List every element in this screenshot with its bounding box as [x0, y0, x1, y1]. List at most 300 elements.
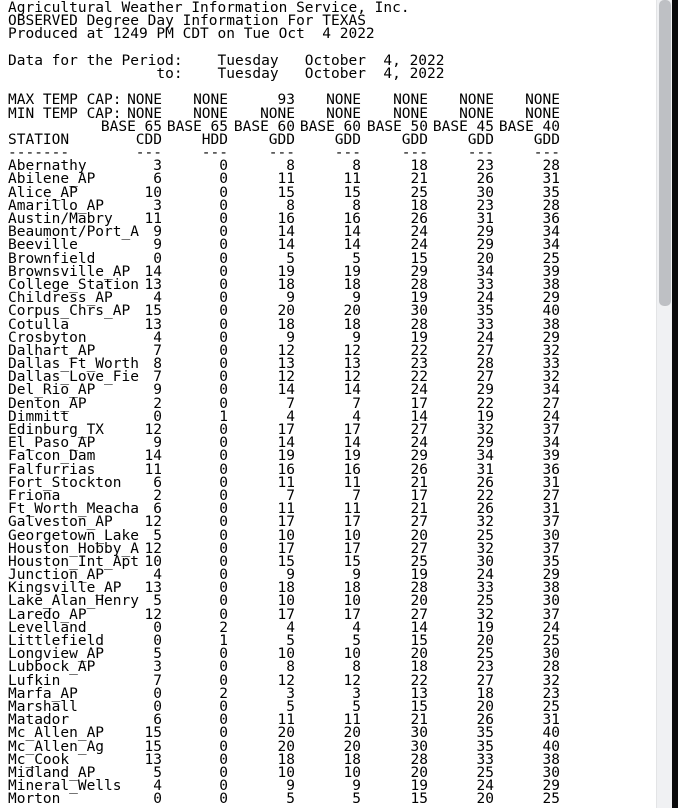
station-name: Marfa_AP — [8, 685, 78, 702]
degree-day-value: 30 — [542, 646, 560, 663]
degree-day-value: 18 — [343, 316, 361, 333]
degree-day-value: 23 — [476, 158, 494, 175]
degree-day-value: 14 — [144, 448, 162, 465]
separator: --- — [401, 145, 428, 162]
station-name: Galveston_AP — [8, 514, 113, 531]
degree-day-value: 15 — [410, 791, 428, 808]
degree-day-value: 20 — [476, 250, 494, 267]
cap-value: 93 — [277, 92, 295, 109]
degree-day-value: 15 — [343, 184, 361, 201]
base-label: BASE 40 — [498, 118, 560, 135]
degree-day-value: 24 — [542, 408, 560, 425]
degree-day-value: 20 — [343, 303, 361, 320]
degree-day-value: 0 — [219, 764, 228, 781]
degree-day-value: 30 — [476, 184, 494, 201]
degree-day-value: 28 — [410, 751, 428, 768]
degree-day-value: 28 — [410, 276, 428, 293]
degree-day-value: 5 — [286, 791, 295, 808]
degree-day-value: 20 — [476, 791, 494, 808]
station-name: Dalhart_AP — [8, 342, 96, 359]
degree-day-value: 13 — [343, 356, 361, 373]
degree-day-value: 10 — [144, 553, 162, 570]
degree-day-value: 22 — [410, 342, 428, 359]
window-edge — [672, 0, 678, 808]
degree-day-value: 18 — [476, 685, 494, 702]
degree-day-value: 37 — [542, 540, 560, 557]
degree-day-value: 34 — [542, 237, 560, 254]
degree-day-value: 2 — [219, 685, 228, 702]
degree-day-value: 37 — [542, 422, 560, 438]
degree-day-value: 9 — [153, 224, 162, 241]
degree-day-value: 10 — [277, 593, 295, 610]
station-name: Cotulla — [8, 316, 70, 333]
degree-day-value: 10 — [343, 764, 361, 781]
degree-day-value: 27 — [476, 369, 494, 386]
cap-value: NONE — [326, 105, 361, 122]
degree-day-value: 18 — [277, 751, 295, 768]
degree-day-value: 5 — [153, 593, 162, 610]
degree-day-value: 0 — [219, 580, 228, 597]
degree-day-value: 18 — [343, 276, 361, 293]
column-header: HDD — [201, 131, 228, 148]
column-header: GDD — [268, 131, 295, 148]
degree-day-value: 18 — [410, 659, 428, 676]
degree-day-value: 7 — [153, 369, 162, 386]
degree-day-value: 0 — [153, 791, 162, 808]
degree-day-value: 37 — [542, 514, 560, 531]
station-name: Ft_Worth_Meacha — [8, 501, 139, 518]
degree-day-value: 11 — [277, 474, 295, 491]
scrollbar[interactable] — [656, 0, 672, 808]
base-label: BASE 65 — [100, 118, 162, 135]
degree-day-value: 13 — [144, 276, 162, 293]
degree-day-value: 35 — [542, 184, 560, 201]
degree-day-value: 13 — [144, 751, 162, 768]
degree-day-value: 0 — [219, 659, 228, 676]
degree-day-value: 29 — [542, 778, 560, 795]
degree-day-value: 6 — [153, 171, 162, 188]
degree-day-value: 8 — [352, 197, 361, 214]
degree-day-value: 27 — [542, 487, 560, 504]
degree-day-value: 35 — [476, 303, 494, 320]
degree-day-value: 30 — [542, 593, 560, 610]
degree-day-value: 13 — [410, 685, 428, 702]
degree-day-value: 4 — [153, 778, 162, 795]
degree-day-value: 26 — [476, 171, 494, 188]
station-name: College_Station — [8, 276, 139, 293]
degree-day-value: 19 — [343, 448, 361, 465]
station-name: Dallas_Ft_Worth — [8, 356, 139, 373]
degree-day-value: 0 — [219, 158, 228, 175]
degree-day-value: 29 — [476, 435, 494, 452]
station-name: Alice_AP — [8, 184, 78, 201]
degree-day-value: 27 — [476, 672, 494, 689]
column-header: CDD — [135, 131, 162, 148]
degree-day-value: 14 — [277, 382, 295, 399]
degree-day-value: 20 — [343, 725, 361, 742]
degree-day-value: 33 — [476, 276, 494, 293]
degree-day-value: 28 — [542, 158, 560, 175]
degree-day-value: 32 — [542, 369, 560, 386]
degree-day-value: 18 — [343, 751, 361, 768]
degree-day-value: 20 — [277, 725, 295, 742]
degree-day-value: 0 — [219, 698, 228, 715]
degree-day-value: 12 — [144, 422, 162, 438]
degree-day-value: 17 — [410, 487, 428, 504]
base-label: BASE 50 — [366, 118, 428, 135]
degree-day-value: 9 — [153, 237, 162, 254]
degree-day-value: 15 — [277, 553, 295, 570]
degree-day-value: 5 — [352, 250, 361, 267]
station-name: Mc_Allen_Ag — [8, 738, 105, 755]
degree-day-value: 35 — [542, 553, 560, 570]
degree-day-value: 29 — [476, 237, 494, 254]
report-header-line: Produced at 1249 PM CDT on Tue Oct 4 2022 — [8, 26, 375, 43]
station-name: Kingsville_AP — [8, 580, 122, 597]
degree-day-value: 11 — [343, 171, 361, 188]
degree-day-value: 38 — [542, 580, 560, 597]
station-name: Childress_AP — [8, 290, 113, 307]
degree-day-value: 14 — [277, 435, 295, 452]
separator: --- — [268, 145, 295, 162]
degree-day-value: 28 — [476, 356, 494, 373]
station-name: Brownfield — [8, 250, 96, 267]
degree-day-value: 0 — [219, 356, 228, 373]
degree-day-value: 26 — [476, 501, 494, 518]
degree-day-value: 0 — [219, 474, 228, 491]
degree-day-value: 9 — [153, 382, 162, 399]
degree-day-value: 21 — [410, 712, 428, 729]
separator: --- — [533, 145, 560, 162]
degree-day-value: 0 — [219, 422, 228, 438]
degree-day-value: 9 — [286, 567, 295, 584]
degree-day-value: 9 — [352, 778, 361, 795]
degree-day-value: 39 — [542, 448, 560, 465]
degree-day-value: 20 — [277, 303, 295, 320]
degree-day-value: 17 — [277, 422, 295, 438]
degree-day-value: 2 — [153, 395, 162, 412]
degree-day-value: 0 — [219, 738, 228, 755]
degree-day-value: 0 — [219, 593, 228, 610]
degree-day-value: 0 — [219, 316, 228, 333]
degree-day-value: 20 — [410, 527, 428, 544]
degree-day-value: 4 — [286, 619, 295, 636]
degree-day-value: 27 — [410, 422, 428, 438]
degree-day-value: 0 — [153, 619, 162, 636]
degree-day-value: 0 — [219, 778, 228, 795]
station-name: Fort_Stockton — [8, 474, 122, 491]
degree-day-value: 9 — [352, 329, 361, 346]
degree-day-value: 4 — [153, 290, 162, 307]
degree-day-value: 10 — [343, 646, 361, 663]
degree-day-value: 24 — [542, 619, 560, 636]
scrollbar-thumb[interactable] — [659, 0, 671, 306]
station-name: Corpus_Chrs_AP — [8, 303, 131, 320]
degree-day-value: 19 — [476, 408, 494, 425]
degree-day-value: 0 — [153, 250, 162, 267]
degree-day-value: 20 — [277, 738, 295, 755]
degree-day-value: 0 — [219, 382, 228, 399]
degree-day-value: 0 — [219, 712, 228, 729]
degree-day-value: 11 — [144, 211, 162, 227]
degree-day-value: 14 — [410, 408, 428, 425]
degree-day-value: 14 — [343, 435, 361, 452]
report-header-line: OBSERVED Degree Day Information For TEXAS — [8, 13, 366, 30]
degree-day-value: 3 — [286, 685, 295, 702]
degree-day-value: 29 — [476, 224, 494, 241]
degree-day-value: 40 — [542, 738, 560, 755]
degree-day-value: 0 — [219, 303, 228, 320]
degree-day-value: 16 — [277, 461, 295, 478]
report-header — [0, 2, 656, 94]
degree-day-value: 15 — [277, 184, 295, 201]
degree-day-value: 26 — [476, 474, 494, 491]
station-name: Abilene_AP — [8, 171, 96, 188]
cap-value: NONE — [525, 105, 560, 122]
degree-day-value: 0 — [219, 342, 228, 359]
degree-day-value: 4 — [153, 329, 162, 346]
degree-day-value: 10 — [343, 593, 361, 610]
degree-day-value: 30 — [410, 738, 428, 755]
degree-day-value: 12 — [277, 369, 295, 386]
degree-day-value: 18 — [343, 580, 361, 597]
degree-day-value: 17 — [343, 422, 361, 438]
degree-day-value: 9 — [352, 290, 361, 307]
degree-day-value: 12 — [144, 540, 162, 557]
degree-day-value: 0 — [219, 184, 228, 201]
degree-day-value: 9 — [286, 778, 295, 795]
station-name: Levelland — [8, 619, 87, 636]
degree-day-value: 40 — [542, 725, 560, 742]
degree-day-value: 17 — [410, 395, 428, 412]
cap-value: NONE — [326, 92, 361, 109]
degree-day-value: 30 — [542, 527, 560, 544]
row-label: STATION — [8, 131, 70, 148]
degree-day-value: 25 — [542, 633, 560, 649]
degree-day-value: 20 — [410, 646, 428, 663]
degree-day-value: 33 — [476, 751, 494, 768]
degree-day-value: 11 — [277, 171, 295, 188]
degree-day-value: 7 — [352, 487, 361, 504]
degree-day-value: 12 — [343, 672, 361, 689]
degree-day-value: 10 — [277, 764, 295, 781]
degree-day-value: 14 — [343, 237, 361, 254]
degree-day-value: 8 — [352, 659, 361, 676]
degree-day-value: 0 — [219, 646, 228, 663]
station-name: Beeville — [8, 237, 78, 254]
degree-day-value: 0 — [153, 685, 162, 702]
degree-day-value: 29 — [542, 290, 560, 307]
column-header: GDD — [467, 131, 494, 148]
degree-day-value: 28 — [542, 197, 560, 214]
degree-day-value: 19 — [277, 263, 295, 280]
degree-day-value: 11 — [144, 461, 162, 478]
station-name: Junction_AP — [8, 567, 105, 584]
degree-day-value: 0 — [219, 435, 228, 452]
degree-day-value: 3 — [153, 659, 162, 676]
degree-day-value: 0 — [219, 487, 228, 504]
station-name: Amarillo_AP — [8, 197, 105, 214]
degree-day-value: 24 — [476, 290, 494, 307]
degree-day-value: 0 — [219, 751, 228, 768]
degree-day-value: 3 — [153, 158, 162, 175]
degree-day-value: 40 — [542, 303, 560, 320]
degree-day-value: 14 — [277, 224, 295, 241]
station-name: Falfurrias — [8, 461, 96, 478]
degree-day-value: 17 — [343, 514, 361, 531]
cap-value: NONE — [459, 105, 494, 122]
station-name: Crosbyton — [8, 329, 87, 346]
station-name: Austin/Mabry — [8, 211, 113, 227]
degree-day-value: 10 — [144, 184, 162, 201]
degree-day-value: 28 — [410, 580, 428, 597]
degree-day-value: 4 — [153, 567, 162, 584]
separator: --- — [334, 145, 361, 162]
degree-day-value: 12 — [144, 514, 162, 531]
station-name: Lubbock_AP — [8, 659, 96, 676]
degree-day-value: 8 — [286, 158, 295, 175]
degree-day-value: 14 — [144, 263, 162, 280]
degree-day-value: 34 — [476, 263, 494, 280]
station-name: Dallas_Love_Fie — [8, 369, 139, 386]
degree-day-value: 38 — [542, 316, 560, 333]
degree-day-value: 25 — [410, 184, 428, 201]
degree-day-value: 18 — [277, 580, 295, 597]
station-name: Falcon_Dam — [8, 448, 96, 465]
degree-day-value: 22 — [476, 487, 494, 504]
degree-day-value: 7 — [286, 487, 295, 504]
cap-value: NONE — [127, 92, 162, 109]
degree-day-value: 23 — [476, 197, 494, 214]
degree-day-value: 4 — [352, 408, 361, 425]
degree-day-value: 0 — [219, 171, 228, 188]
station-name: Dimmitt — [8, 408, 70, 425]
degree-day-value: 27 — [542, 395, 560, 412]
degree-day-value: 4 — [286, 408, 295, 425]
degree-day-value: 3 — [153, 197, 162, 214]
degree-day-value: 7 — [286, 395, 295, 412]
cap-value: NONE — [525, 92, 560, 109]
degree-day-value: 0 — [219, 263, 228, 280]
station-name: Midland_AP — [8, 764, 96, 781]
degree-day-value: 25 — [476, 527, 494, 544]
degree-day-value: 17 — [343, 606, 361, 623]
cap-value: NONE — [459, 92, 494, 109]
degree-day-value: 13 — [144, 316, 162, 333]
degree-day-value: 0 — [219, 514, 228, 531]
degree-day-value: 24 — [476, 778, 494, 795]
degree-day-value: 13 — [144, 580, 162, 597]
degree-day-value: 14 — [277, 237, 295, 254]
degree-day-value: 24 — [410, 435, 428, 452]
degree-day-value: 25 — [542, 250, 560, 267]
degree-day-value: 5 — [153, 764, 162, 781]
degree-day-value: 9 — [286, 329, 295, 346]
degree-day-value: 3 — [352, 685, 361, 702]
degree-day-value: 34 — [542, 224, 560, 241]
degree-day-value: 27 — [476, 342, 494, 359]
station-name: Matador — [8, 712, 70, 729]
degree-day-value: 23 — [410, 356, 428, 373]
degree-day-value: 25 — [476, 764, 494, 781]
degree-day-value: 24 — [410, 237, 428, 254]
degree-day-value: 5 — [286, 633, 295, 649]
degree-day-value: 14 — [410, 619, 428, 636]
degree-day-value: 30 — [476, 553, 494, 570]
column-header: GDD — [334, 131, 361, 148]
station-name: Beaumont/Port_A — [8, 224, 139, 241]
station-name: Lake_Alan_Henry — [8, 593, 139, 610]
degree-day-value: 32 — [542, 342, 560, 359]
degree-day-value: 17 — [277, 606, 295, 623]
degree-day-value: 16 — [277, 211, 295, 227]
degree-day-value: 0 — [219, 606, 228, 623]
degree-day-value: 36 — [542, 461, 560, 478]
degree-day-value: 10 — [343, 527, 361, 544]
report-header-line: to: Tuesday October 4, 2022 — [8, 65, 445, 82]
station-name: Littlefield — [8, 633, 105, 649]
degree-day-value: 28 — [410, 316, 428, 333]
degree-day-value: 25 — [410, 553, 428, 570]
degree-day-value: 0 — [153, 408, 162, 425]
degree-day-value: 9 — [352, 567, 361, 584]
degree-day-value: 32 — [476, 540, 494, 557]
degree-day-value: 0 — [219, 329, 228, 346]
degree-day-value: 13 — [277, 356, 295, 373]
cap-value: NONE — [193, 105, 228, 122]
degree-day-value: 25 — [476, 593, 494, 610]
cap-value: NONE — [193, 92, 228, 109]
degree-day-value: 5 — [352, 698, 361, 715]
degree-day-value: 15 — [410, 250, 428, 267]
degree-day-value: 25 — [542, 791, 560, 808]
degree-day-value: 24 — [410, 224, 428, 241]
degree-day-value: 29 — [410, 448, 428, 465]
degree-day-value: 0 — [219, 672, 228, 689]
degree-day-value: 31 — [542, 712, 560, 729]
row-label: MAX TEMP CAP: — [8, 92, 122, 109]
degree-day-value: 29 — [542, 567, 560, 584]
degree-day-value: 24 — [476, 329, 494, 346]
degree-day-value: 6 — [153, 712, 162, 729]
degree-day-value: 0 — [153, 698, 162, 715]
degree-day-value: 31 — [542, 171, 560, 188]
degree-day-value: 22 — [410, 672, 428, 689]
degree-day-value: 20 — [410, 764, 428, 781]
degree-day-value: 18 — [277, 316, 295, 333]
degree-day-value: 23 — [476, 659, 494, 676]
degree-day-value: 20 — [410, 593, 428, 610]
degree-day-value: 21 — [410, 501, 428, 518]
degree-day-value: 33 — [542, 356, 560, 373]
station-name: El_Paso_AP — [8, 435, 96, 452]
degree-day-value: 0 — [219, 461, 228, 478]
degree-day-value: 24 — [476, 567, 494, 584]
degree-day-value: 26 — [476, 712, 494, 729]
degree-day-value: 32 — [476, 422, 494, 438]
degree-day-value: 0 — [219, 211, 228, 227]
degree-day-value: 11 — [343, 712, 361, 729]
degree-day-value: 5 — [352, 633, 361, 649]
degree-day-value: 38 — [542, 751, 560, 768]
degree-day-value: 2 — [153, 487, 162, 504]
degree-day-value: 0 — [219, 501, 228, 518]
degree-day-value: 29 — [542, 329, 560, 346]
degree-day-table — [0, 94, 656, 806]
degree-day-value: 1 — [219, 633, 228, 649]
degree-day-value: 0 — [219, 448, 228, 465]
degree-day-value: 19 — [343, 263, 361, 280]
